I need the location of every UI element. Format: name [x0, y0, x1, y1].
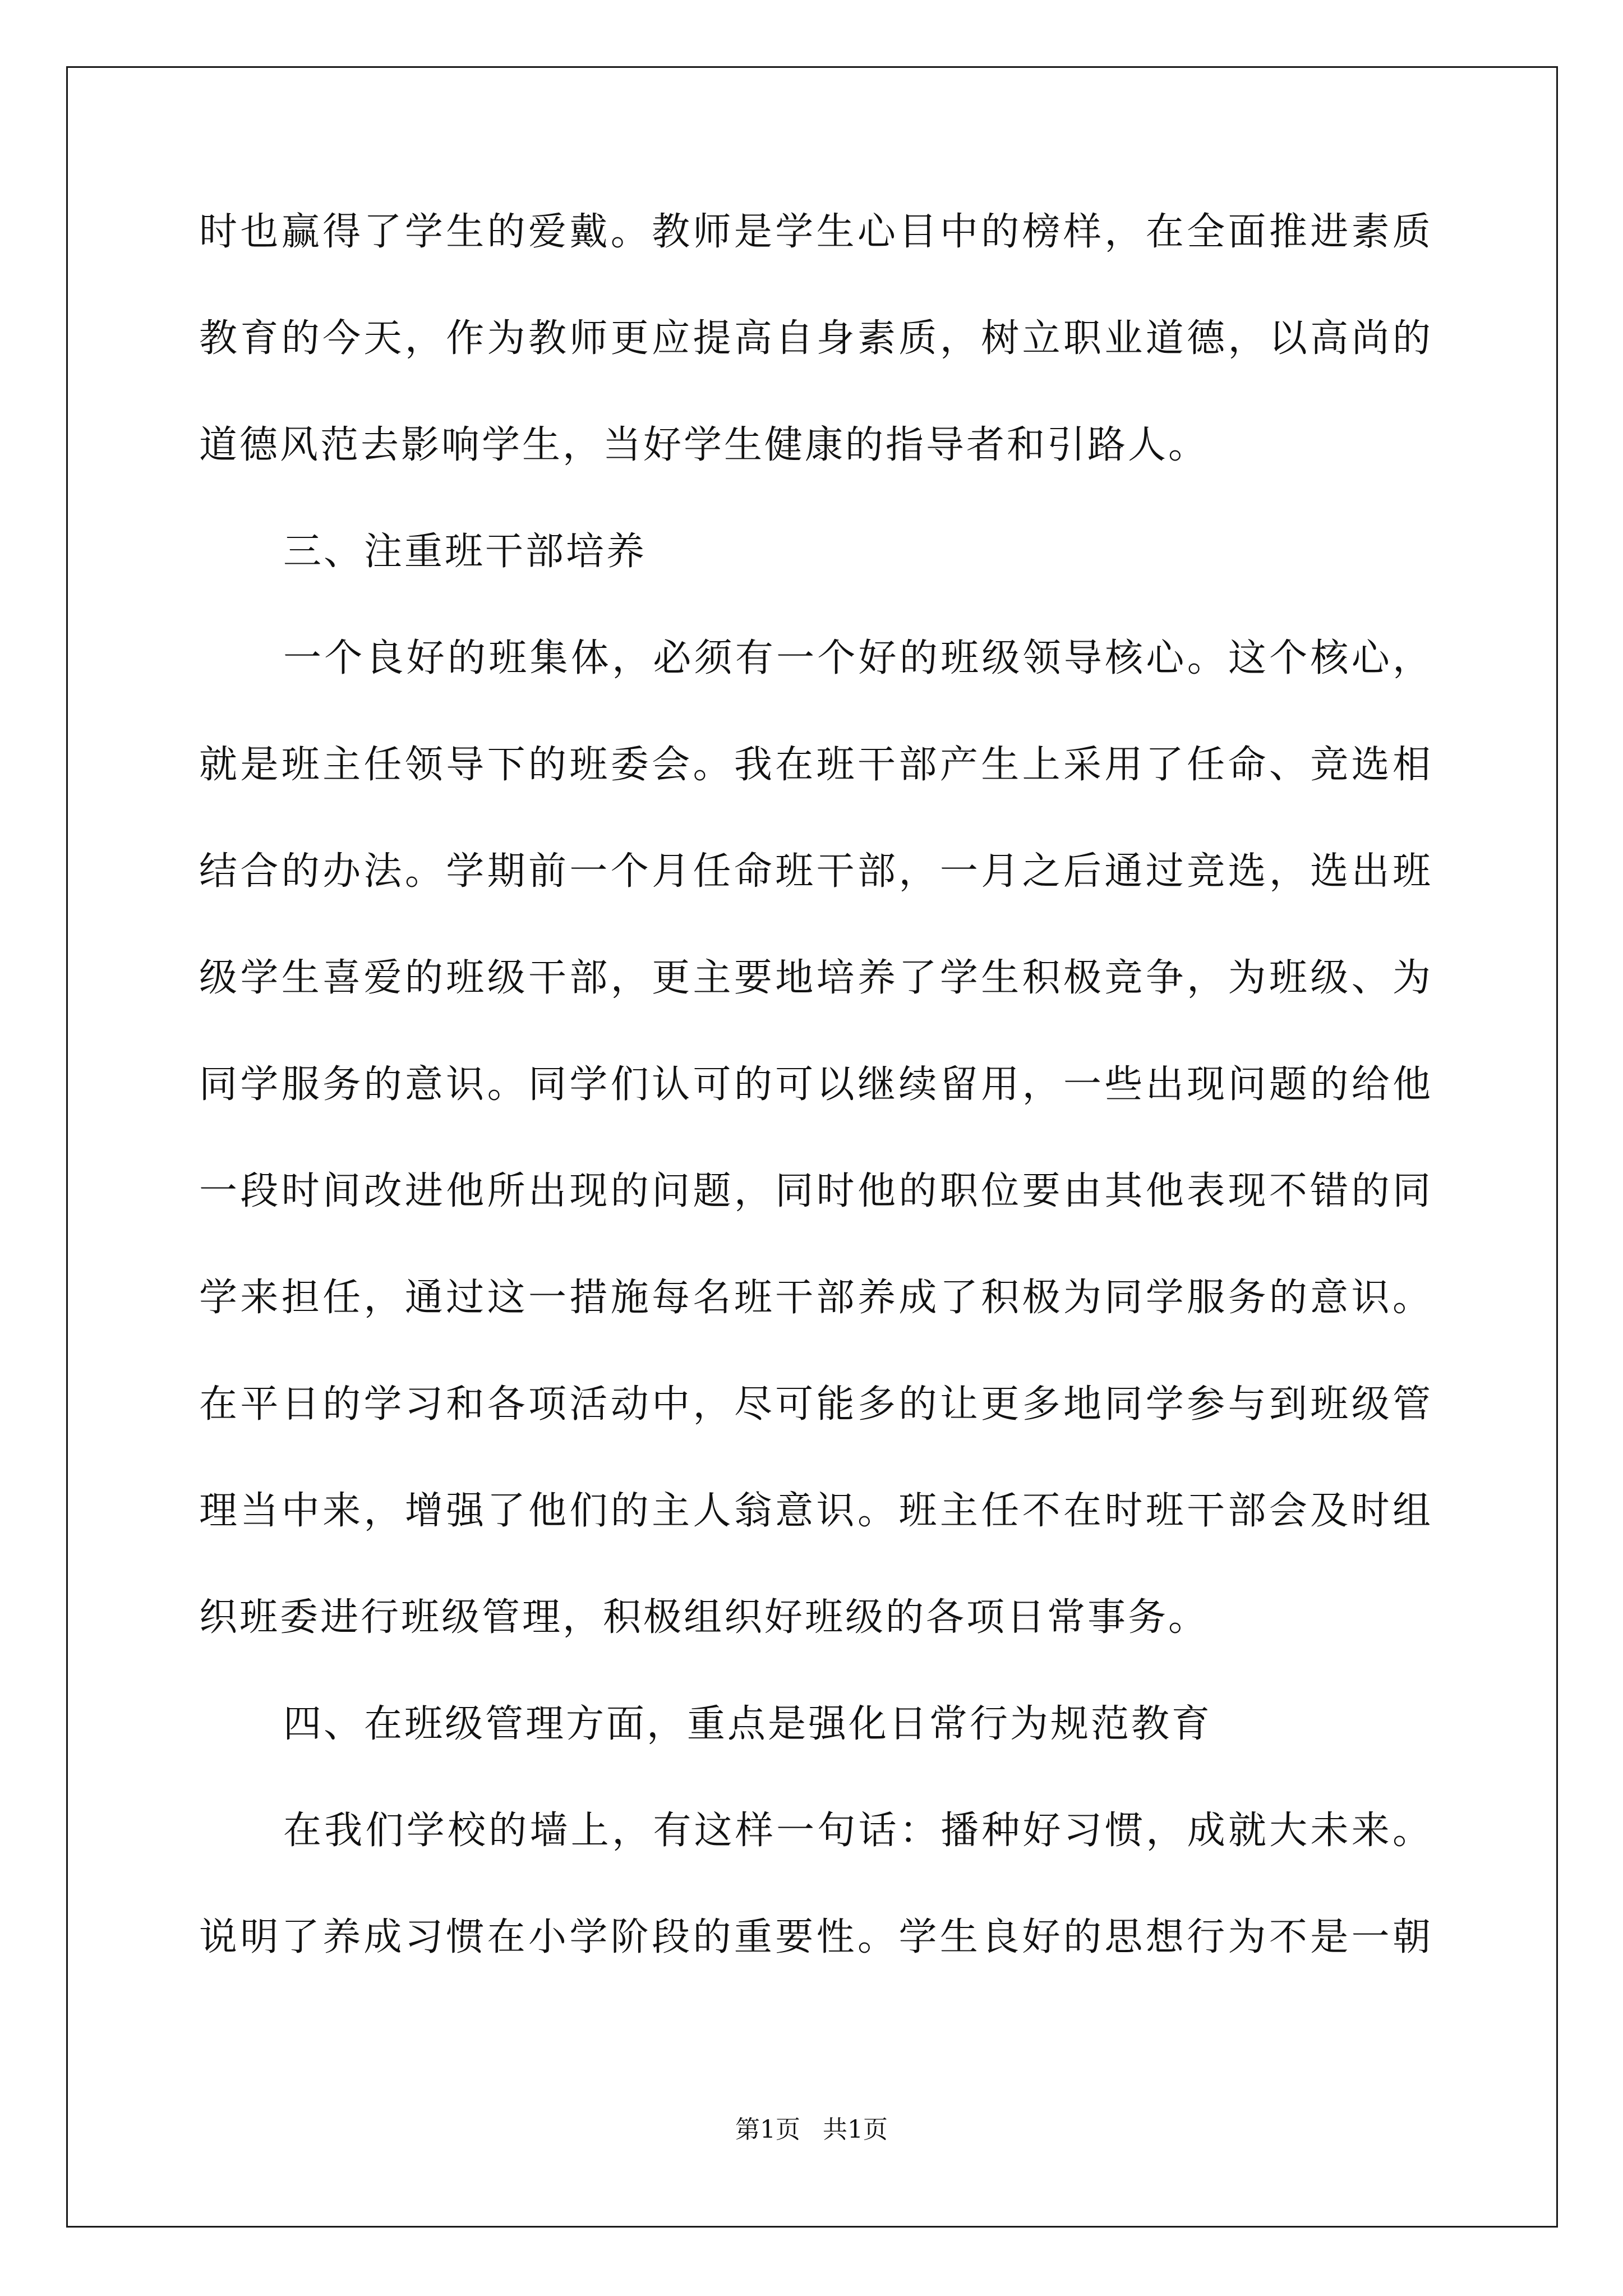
text-line-6: 就是班主任领导下的班委会。我在班干部产生上采用了任命、竞选相	[199, 743, 1433, 787]
text-line-17: 说明了养成习惯在小学阶段的重要性。学生良好的思想行为不是一朝	[199, 1915, 1433, 1959]
text-line-9: 同学服务的意识。同学们认可的可以继续留用，一些出现问题的给他	[199, 1062, 1433, 1107]
text-line-3: 道德风范去影响学生，当好学生健康的指导者和引路人。	[199, 423, 1209, 467]
page-total: 共1页	[823, 2115, 888, 2144]
text-line-1: 时也赢得了学生的爱戴。教师是学生心目中的榜样，在全面推进素质	[199, 210, 1433, 254]
section-heading-3: 三、注重班干部培养	[283, 530, 647, 574]
text-line-10: 一段时间改进他所出现的问题，同时他的职位要由其他表现不错的同	[199, 1169, 1433, 1213]
text-line-12: 在平日的学习和各项活动中，尽可能多的让更多地同学参与到班级管	[199, 1382, 1433, 1427]
document-body	[199, 210, 1433, 2025]
text-line-13: 理当中来，增强了他们的主人翁意识。班主任不在时班干部会及时组	[199, 1489, 1433, 1533]
page-number: 第1页	[735, 2115, 800, 2144]
text-line-16: 在我们学校的墙上，有这样一句话：播种好习惯，成就大未来。	[283, 1809, 1433, 1853]
text-line-8: 级学生喜爱的班级干部，更主要地培养了学生积极竞争，为班级、为	[199, 956, 1433, 1000]
text-line-5: 一个良好的班集体，必须有一个好的班级领导核心。这个核心，	[283, 636, 1433, 680]
text-line-2: 教育的今天，作为教师更应提高自身素质，树立职业道德，以高尚的	[199, 316, 1433, 361]
page-footer	[0, 2115, 1623, 2144]
text-line-7: 结合的办法。学期前一个月任命班干部，一月之后通过竞选，选出班	[199, 849, 1433, 894]
section-heading-4: 四、在班级管理方面，重点是强化日常行为规范教育	[283, 1702, 1212, 1746]
text-line-14: 织班委进行班级管理，积极组织好班级的各项日常事务。	[199, 1595, 1209, 1640]
text-line-11: 学来担任，通过这一措施每名班干部养成了积极为同学服务的意识。	[199, 1276, 1433, 1320]
